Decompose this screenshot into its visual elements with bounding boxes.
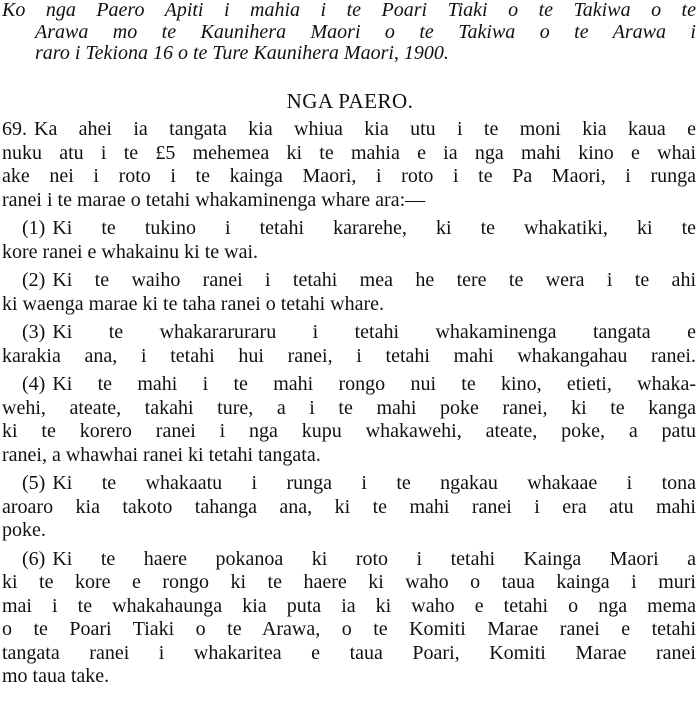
subclause-line: wehi, ateate, takahi ture, a i te mahi poke ranei, ki te kanga [2, 396, 696, 419]
subclause-line: aroaro kia takoto tahanga ana, ki te mahi ranei i era atu mahi [2, 495, 696, 518]
subclause-line: ki te kore e rongo ki te haere ki waho o taua kainga i muri [2, 571, 696, 593]
title-line: Arawa mo te Kaunihera Maori o te Takiwa o te Arawa i [35, 20, 696, 43]
subclause-number: (5) [22, 472, 46, 494]
title-line: Ko nga Paero Apiti i mahia i te Poari Tiaki o te Takiwa o te [2, 0, 696, 21]
subclause-2 [2, 269, 696, 316]
clause-text: Ka ahei ia tangata kia whiua kia utu i te moni kia kaua e [34, 118, 696, 140]
subclause-number: (2) [22, 269, 46, 291]
subclause-1 [2, 217, 696, 264]
clause-number: 69. [2, 118, 27, 140]
subclause-text: Ki te tukino i tetahi kararehe, ki te whakatiki, ki te [52, 217, 696, 239]
subclause-number: (3) [22, 321, 46, 343]
clause-line: ranei i te marae o tetahi whakaminenga whare ara:— [2, 188, 426, 211]
subclause-line: ki te korero ranei i nga kupu whakawehi, ateate, poke, a patu [2, 420, 696, 442]
subclause-number: (1) [22, 217, 46, 239]
subclause-line: tangata ranei i whakaritea e taua Poari, Komiti Marae ranei [2, 641, 696, 664]
subclause-text: Ki te whakararuraru i tetahi whakaminenga tangata e [52, 321, 696, 343]
subclause-line: mai i te whakahaunga kia puta ia ki waho e tetahi o nga mema [2, 594, 696, 617]
subclause-line [2, 269, 696, 293]
subclause-line: kore ranei e whakainu ki te wai. [2, 240, 259, 263]
clause-69 [2, 118, 696, 212]
clauses-body [2, 118, 696, 689]
subclause-number: (4) [22, 373, 46, 395]
subclause-6 [2, 548, 696, 689]
subclause-line: ki waenga marae ki te taha ranei o tetahi whare. [2, 292, 385, 315]
document-title-block [2, 0, 696, 65]
subclause-line: poke. [2, 519, 46, 541]
subclause-line: karakia ana, i tetahi hui ranei, i tetahi mahi whakangahau ranei. [2, 344, 696, 367]
subclause-text: Ki te mahi i te mahi rongo nui te kino, etieti, whaka- [52, 373, 696, 395]
section-heading: NGA PAERO. [286, 89, 414, 113]
subclause-number: (6) [22, 547, 46, 570]
clause-line [2, 118, 696, 142]
clause-line: ake nei i roto i te kainga Maori, i roto i te Pa Maori, i runga [2, 165, 696, 187]
subclause-text: Ki te whakaatu i runga i te ngakau whakaae i tona [52, 472, 696, 494]
subclause-line [2, 373, 696, 397]
subclause-text: Ki te haere pokanoa ki roto i tetahi Kainga Maori a [52, 547, 696, 570]
subclause-line [2, 321, 696, 345]
subclause-line: mo taua take. [2, 665, 110, 687]
title-line: raro i Tekiona 16 o te Ture Kaunihera Maori, 1900. [35, 42, 449, 64]
subclause-line: ranei, a whawhai ranei ki tetahi tangata. [2, 443, 321, 466]
subclause-line [2, 548, 696, 572]
subclause-line [2, 217, 696, 241]
subclause-5 [2, 472, 696, 543]
subclause-4 [2, 373, 696, 467]
subclause-3 [2, 321, 696, 368]
subclause-line: o te Poari Tiaki o te Arawa, o te Komiti Marae ranei e tetahi [2, 618, 696, 640]
subclause-text: Ki te waiho ranei i tetahi mea he tere te wera i te ahi [52, 269, 696, 291]
subclause-line [2, 472, 696, 496]
clause-line: nuku atu i te £5 mehemea ki te mahia e ia nga mahi kino e whai [2, 141, 696, 164]
